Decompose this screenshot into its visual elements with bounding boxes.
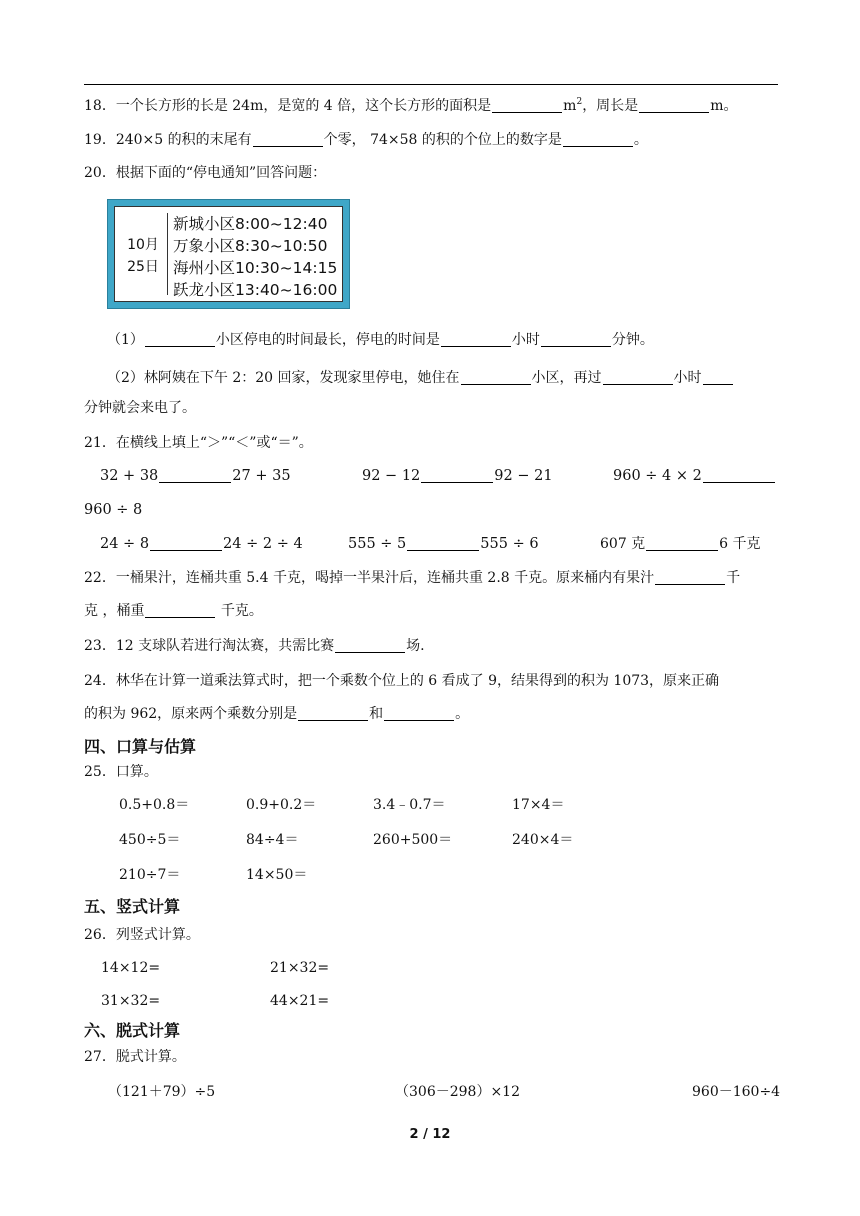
stepwise-calc-item: （121＋79）÷5 [108,1084,216,1100]
question-20-2-cont: 分钟就会来电了。 [84,400,196,416]
section-5-heading: 五、竖式计算 [84,897,181,916]
q18-text: 18．一个长方形的长是 24m，是宽的 4 倍，这个长方形的面积是 [84,98,492,114]
q20-2-minutes-blank[interactable] [703,370,733,385]
compare-6: 607 克 6 千克 [600,536,761,552]
mental-calc-item: 17×4＝ [512,797,565,813]
question-20: 20．根据下面的“停电通知”回答问题： [84,165,327,181]
question-23: 23．12 支球队若进行淘汰赛，共需比赛 场. [84,638,425,654]
q19-zeros-blank[interactable] [253,132,323,147]
question-22: 22．一桶果汁，连桶共重 5.4 千克，喝掉一半果汁后，连桶共重 2.8 千克。原来桶内有果汁 千 [84,570,741,586]
notice-row: 海州小区10:30~14:15 [173,259,338,277]
question-20-2: （2）林阿姨在下午 2：20 回家，发现家里停电，她住在 小区，再过 小时 [107,368,734,388]
vertical-calc-item: 14×12= [101,960,161,976]
compare-blank[interactable] [421,468,493,483]
question-19: 19．240×5 的积的末尾有 个零， 74×58 的积的个位上的数字是 。 [84,132,648,148]
compare-blank[interactable] [703,468,775,483]
compare-3-wrap: 960 ÷ 8 [84,502,143,518]
q19-digit-blank[interactable] [563,132,633,147]
notice-row: 跃龙小区13:40~16:00 [173,281,338,299]
notice-panel [114,206,343,302]
mental-calc-item: 0.5+0.8＝ [119,797,190,813]
mental-calc-item: 84÷4＝ [246,832,299,848]
q23-games-blank[interactable] [335,638,405,653]
q18-area-blank[interactable] [492,98,562,113]
mental-calc-item: 260+500＝ [373,832,453,848]
question-26: 26．列竖式计算。 [84,927,200,943]
page-number: 2 / 12 [409,1127,451,1142]
compare-blank[interactable] [159,468,231,483]
compare-blank[interactable] [150,536,222,551]
question-18: 18．一个长方形的长是 24m，是宽的 4 倍，这个长方形的面积是 $m^2$，周长是 m。 [84,97,738,114]
mental-calc-item: 450÷5＝ [119,832,181,848]
question-24: 24．林华在计算一道乘法算式时，把一个乘数个位上的 6 看成了 9，结果得到的积为 1073，原来正确 [84,673,720,689]
notice-row: 万象小区8:30~10:50 [173,237,328,255]
question-27: 27．脱式计算。 [84,1049,186,1065]
q20-1-minutes-blank[interactable] [541,332,611,347]
question-20-1: （1） 小区停电的时间最长，停电的时间是 小时 分钟。 [107,332,654,348]
mental-calc-item: 240×4＝ [512,832,574,848]
mental-calc-item: 210÷7＝ [119,867,181,883]
question-25: 25．口算。 [84,764,158,780]
compare-3: 960 ÷ 4 × 2 [613,466,776,486]
vertical-calc-item: 31×32= [101,993,161,1009]
compare-2: 92 − 12 92 − 21 [362,468,553,484]
notice-divider [167,213,168,295]
stepwise-calc-item: （306－298）×12 [395,1084,520,1100]
mental-calc-item: 3.4﹣0.7＝ [373,797,446,813]
mental-calc-item: 14×50＝ [246,867,308,883]
compare-4: 24 ÷ 8 24 ÷ 2 ÷ 4 [100,536,303,552]
section-6-heading: 六、脱式计算 [84,1021,181,1040]
q24-factor1-blank[interactable] [298,706,368,721]
notice-date: 10月 25日 [127,237,159,275]
section-4-heading: 四、口算与估算 [84,737,197,756]
notice-row: 新城小区8:00~12:40 [173,215,328,233]
compare-blank[interactable] [407,536,479,551]
q22-bucket-blank[interactable] [145,603,215,618]
q18-perimeter-blank[interactable] [639,98,709,113]
stepwise-calc-item: 960－160÷4 [692,1084,781,1100]
q20-2-hours-blank[interactable] [603,370,673,385]
question-22-cont: 克 ，桶重 千克。 [84,603,263,619]
q20-1-hours-blank[interactable] [441,332,511,347]
q20-2-district-blank[interactable] [461,370,531,385]
header-rule [84,84,778,85]
compare-5: 555 ÷ 5 555 ÷ 6 [348,536,539,552]
q20-1-district-blank[interactable] [145,332,215,347]
q22-juice-blank[interactable] [655,570,725,585]
mental-calc-item: 0.9+0.2＝ [246,797,317,813]
vertical-calc-item: 44×21= [270,993,330,1009]
notice-rows [173,213,337,301]
question-24-cont: 的积为 962，原来两个乘数分别是 和 。 [84,706,470,722]
q24-factor2-blank[interactable] [384,706,454,721]
question-21: 21．在横线上填上“＞”“＜”或“＝”。 [84,435,313,451]
power-outage-notice [107,199,350,309]
compare-blank[interactable] [646,536,718,551]
vertical-calc-item: 21×32= [270,960,330,976]
compare-1: 32 + 38 27 + 35 [100,468,291,484]
